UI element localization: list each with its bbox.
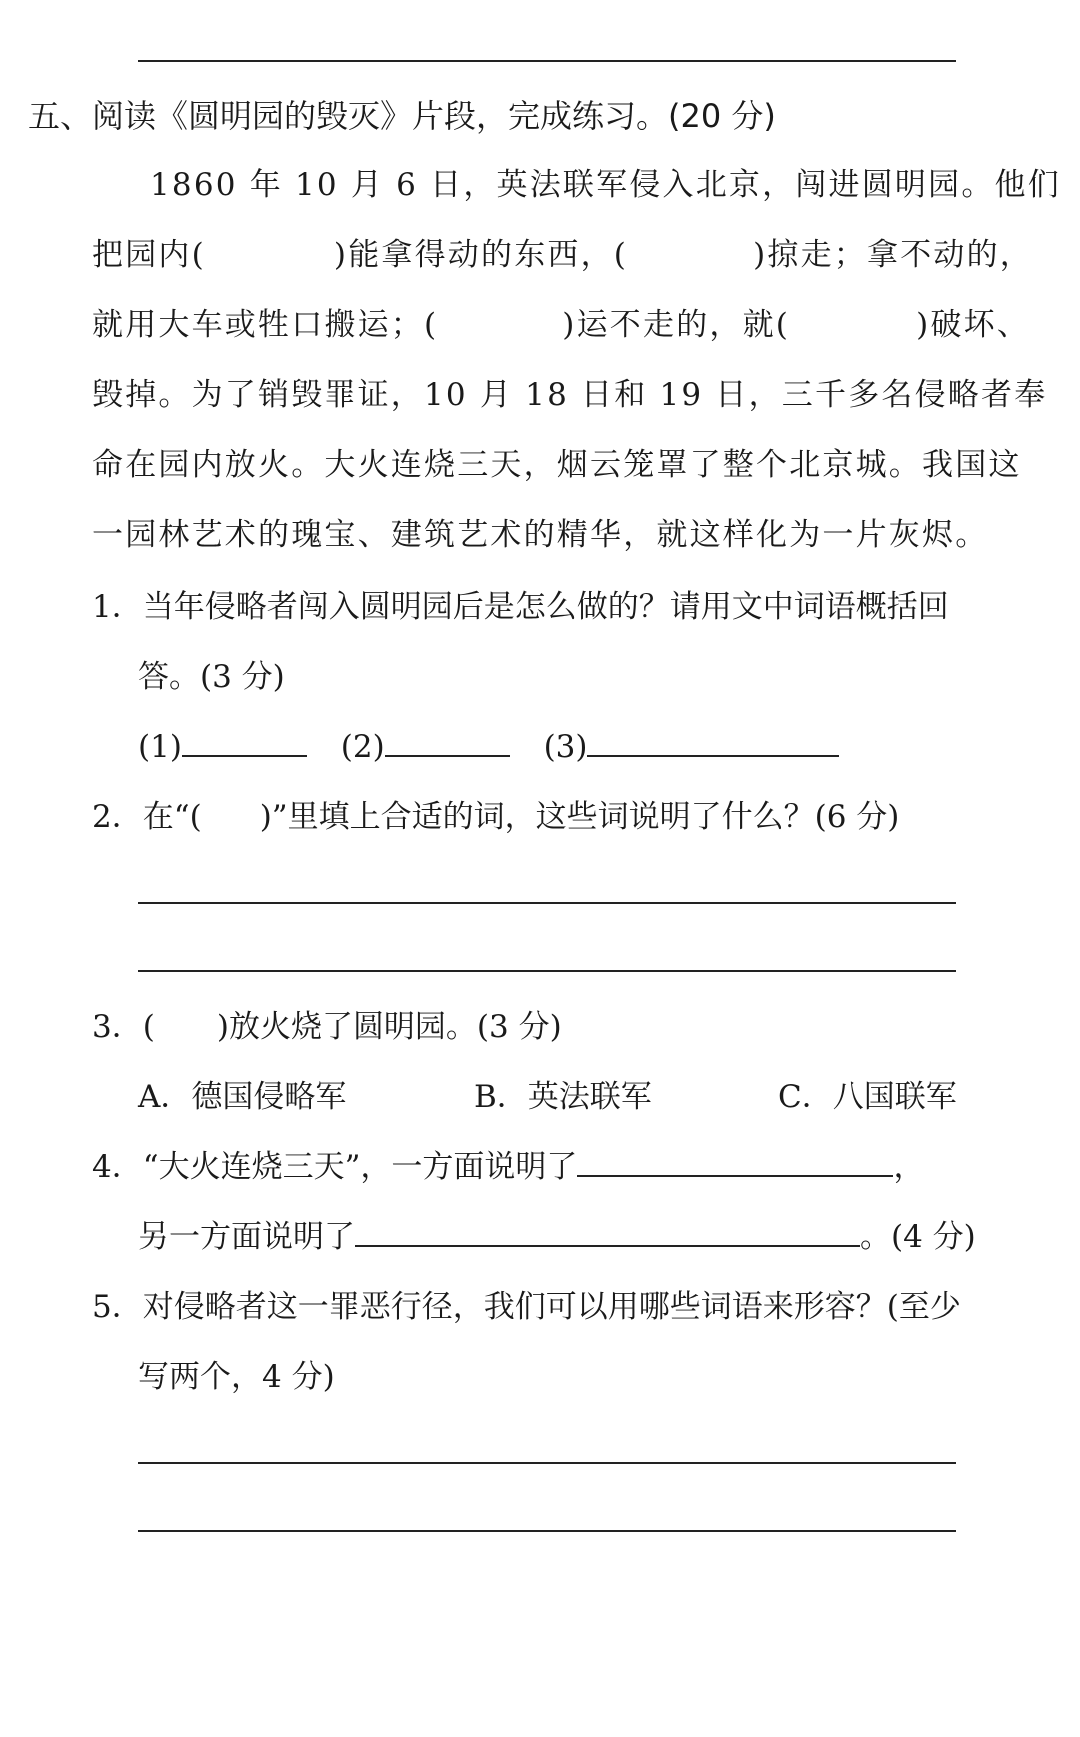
answer-label-2: (2) — [340, 729, 385, 765]
question-3-text-b: )放火烧了圆明园。(3 分) — [216, 1009, 562, 1045]
question-4-text-a: “大火连烧三天”，一方面说明了 — [142, 1149, 578, 1185]
question-1 — [92, 585, 949, 629]
question-1-text-line-2: 答。(3 分) — [138, 659, 285, 695]
question-5-answer-line-2[interactable] — [138, 1530, 956, 1532]
question-3-option-b[interactable]: B．英法联军 — [474, 1079, 652, 1115]
answer-blank-2[interactable] — [385, 725, 510, 757]
question-1-answers — [138, 725, 839, 769]
question-4-blank-1[interactable] — [577, 1145, 893, 1177]
question-2-answer-line-1[interactable] — [138, 902, 956, 904]
question-2-text-a: 在“( — [142, 799, 202, 835]
passage-line-2-part-c: )掠走；拿不动的， — [753, 237, 1034, 273]
section-title: 五、阅读《圆明园的毁灭》片段，完成练习。(20 分) — [28, 97, 776, 135]
answer-blank-3[interactable] — [587, 725, 839, 757]
passage-line-2-part-a: 把园内( — [92, 237, 206, 273]
passage-line-3-part-c: )破坏、 — [916, 307, 1030, 343]
question-3-text-a: ( — [142, 1009, 155, 1045]
question-4-line-2 — [138, 1215, 976, 1259]
question-2 — [92, 795, 899, 839]
answer-label-1: (1) — [138, 729, 182, 765]
top-answer-line — [138, 60, 956, 62]
question-4-number: 4． — [92, 1149, 143, 1185]
passage-line-2 — [92, 233, 1033, 277]
question-2-text-b: )”里填上合适的词，这些词说明了什么？(6 分) — [259, 799, 900, 835]
question-4-text-b: ， — [893, 1149, 925, 1185]
answer-label-3: (3) — [543, 729, 588, 765]
passage-line-1: 1860 年 10 月 6 日，英法联军侵入北京，闯进圆明园。他们 — [150, 167, 1061, 203]
answer-blank-1[interactable] — [182, 725, 307, 757]
question-5-number: 5． — [92, 1289, 143, 1325]
passage-line-2-part-b: )能拿得动的东西，( — [333, 237, 629, 273]
question-3-number: 3． — [92, 1009, 143, 1045]
question-1-number: 1． — [92, 589, 143, 625]
question-4 — [92, 1145, 924, 1189]
question-3-option-a[interactable]: A．德国侵略军 — [138, 1079, 347, 1115]
passage-line-6: 一园林艺术的瑰宝、建筑艺术的精华，就这样化为一片灰烬。 — [92, 517, 989, 553]
question-4-blank-2[interactable] — [355, 1215, 860, 1247]
question-5 — [92, 1285, 961, 1329]
question-4-text2-b: 。(4 分) — [860, 1219, 976, 1255]
passage-line-3 — [92, 303, 1030, 347]
question-4-text2-a: 另一方面说明了 — [138, 1219, 355, 1255]
question-5-answer-line-1[interactable] — [138, 1462, 956, 1464]
passage-line-3-part-a: 就用大车或牲口搬运；( — [92, 307, 439, 343]
passage-line-3-part-b: )运不走的，就( — [562, 307, 791, 343]
question-1-text: 当年侵略者闯入圆明园后是怎么做的？请用文中词语概括回 — [142, 589, 949, 625]
question-3 — [92, 1005, 562, 1049]
question-2-answer-line-2[interactable] — [138, 970, 956, 972]
passage-line-4: 毁掉。为了销毁罪证，10 月 18 日和 19 日，三千多名侵略者奉 — [92, 377, 1048, 413]
question-5-text-line-2: 写两个，4 分) — [138, 1359, 335, 1395]
question-3-option-c[interactable]: C．八国联军 — [778, 1079, 957, 1115]
question-5-text: 对侵略者这一罪恶行径，我们可以用哪些词语来形容？(至少 — [142, 1289, 961, 1325]
passage-line-5: 命在园内放火。大火连烧三天，烟云笼罩了整个北京城。我国这 — [92, 447, 1022, 483]
question-2-number: 2． — [92, 799, 143, 835]
